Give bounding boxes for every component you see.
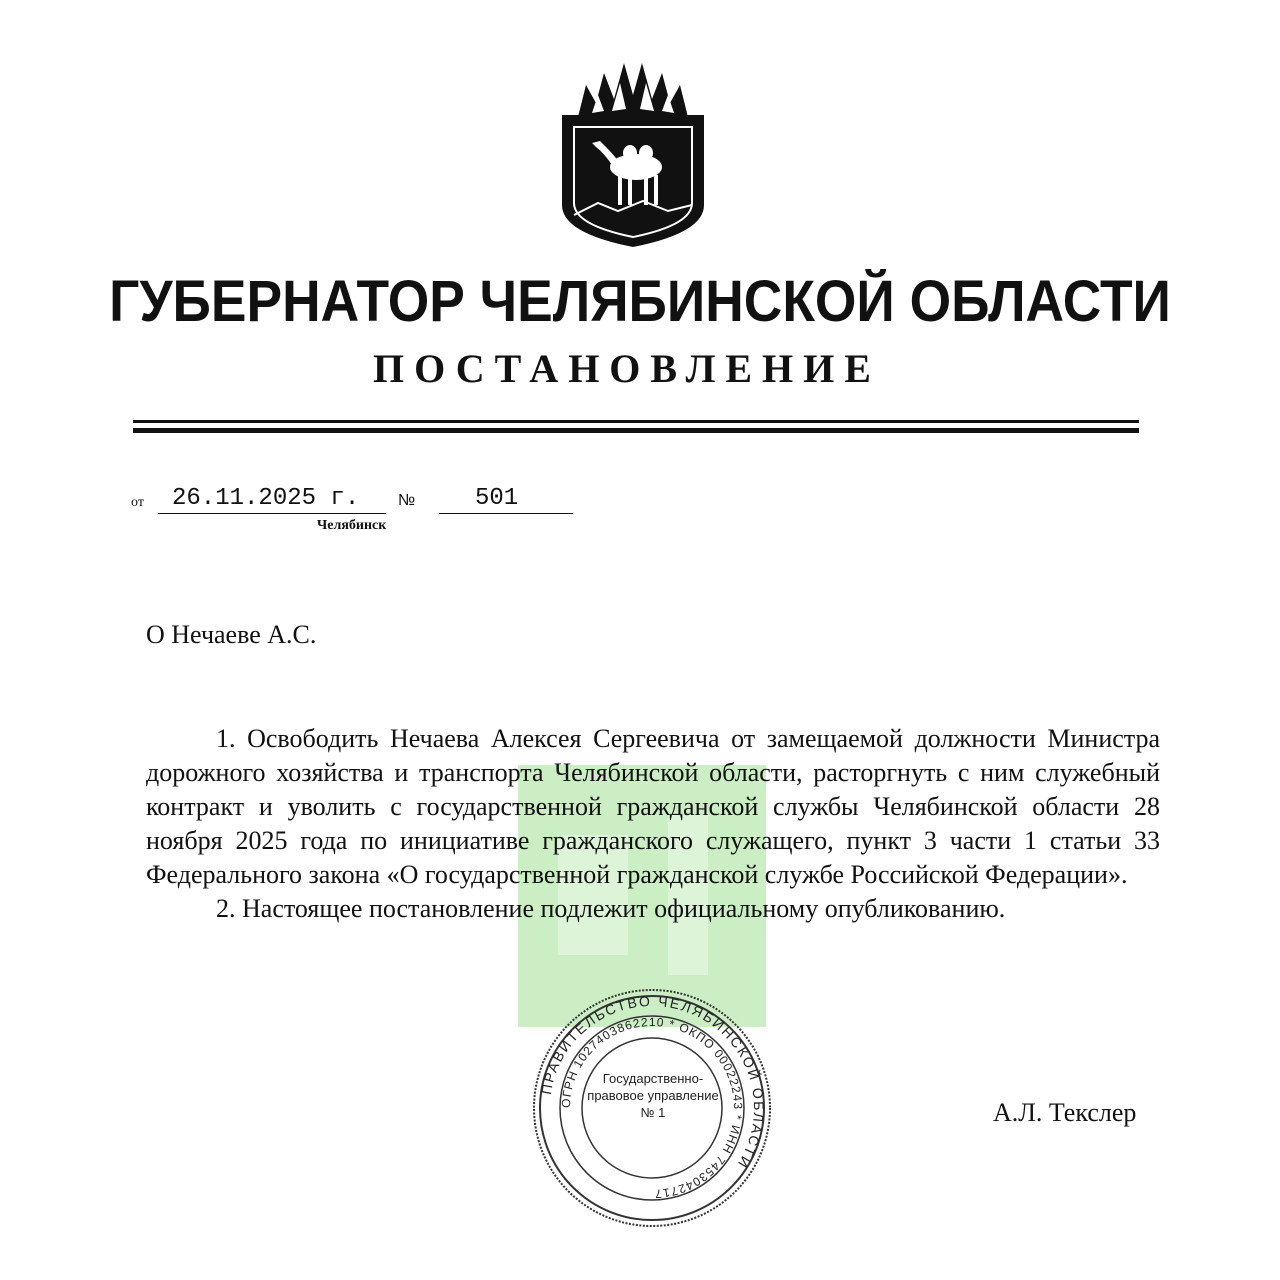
issue-city: Челябинск [317,518,387,533]
body-paragraph-1: 1. Освободить Нечаева Алексея Сергеевича от замещаемой должности Министра дорожного хозяйства и транспорта Челябинской области, расторгнуть с ним служебный контракт и уволить с государственной гражданской службы Челябинской области 28 ноября 2025 года по инициативе гражданского служащего, пункт 3 части 1 статьи 33 Федерального закона «О государственной гражданской службе Российской Федерации». [146,724,1160,889]
stamp-inner-text: ОГРН 1027403862210 * ОКПО 00022243 * ИНН 7453042717 [558,1014,746,1202]
document-number: 501 [439,484,573,514]
date-prefix-label: от [131,495,144,510]
issuer-title: ГУБЕРНАТОР ЧЕЛЯБИНСКОЙ ОБЛАСТИ [109,269,1171,334]
signatory-name: А.Л. Текслер [993,1098,1137,1127]
header-rule-thin [133,420,1139,423]
body-paragraph-2: 2. Настоящее постановление подлежит официальному опубликованию. [216,894,1006,923]
document-body [146,722,1160,926]
stamp-outer-text: ПРАВИТЕЛЬСТВО ЧЕЛЯБИНСКОЙ ОБЛАСТИ [537,992,768,1173]
document-type-heading: ПОСТАНОВЛЕНИЕ [373,346,881,391]
stamp-center-text: Государственно-правовое управление № 1 [587,1071,719,1120]
document-subject: О Нечаеве А.С. [146,620,317,649]
coat-of-arms-emblem [548,55,718,250]
header-rule-thick [133,428,1139,433]
number-label: № [398,492,416,509]
document-date: 26.11.2025 г. [158,484,386,514]
